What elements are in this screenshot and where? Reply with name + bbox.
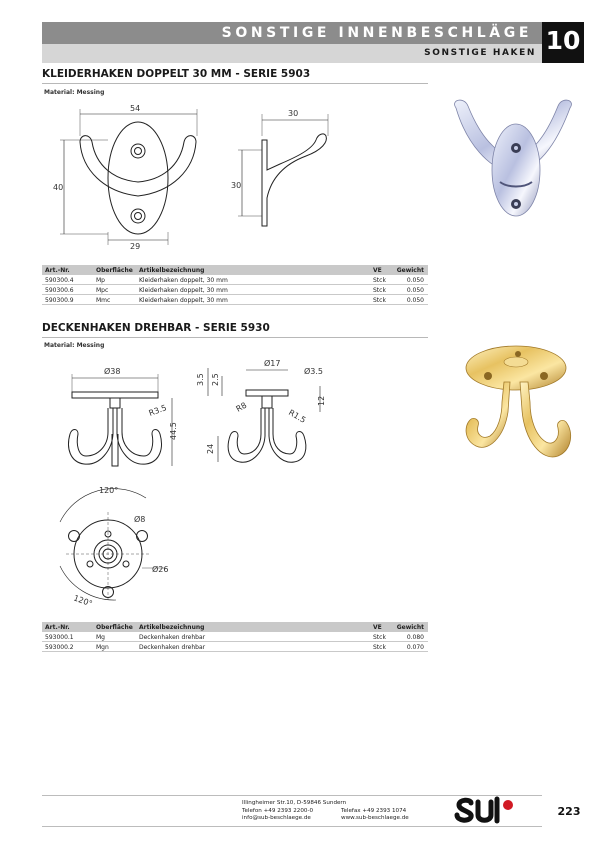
- col-oberflaeche: Oberfläche: [96, 267, 133, 274]
- section-title-deckenhaken: DECKENHAKEN DREHBAR - SERIE 5930: [42, 322, 270, 334]
- dim-r8: R8: [234, 400, 249, 414]
- category-title: SONSTIGE INNENBESCHLÄGE: [221, 25, 532, 41]
- header-bar: [42, 22, 542, 44]
- dim-d8: Ø8: [134, 515, 146, 524]
- table-row: [42, 285, 428, 295]
- cell-gewicht: 0.050: [406, 297, 424, 304]
- cell-art-nr: 590300.4: [45, 277, 74, 284]
- footer-email[interactable]: info@sub-beschlaege.de: [242, 815, 311, 821]
- table-row: [42, 632, 428, 642]
- dim-h445: 44.5: [169, 422, 178, 440]
- footer-phone: Telefon +49 2393 2200-0: [242, 808, 314, 814]
- cell-oberflaeche: Mp: [96, 277, 105, 284]
- deckenhaken-side-drawing: [192, 356, 342, 471]
- cell-art-nr: 593000.1: [45, 634, 74, 641]
- cell-oberflaeche: Mpc: [96, 287, 109, 294]
- kleiderhaken-front-drawing: [50, 100, 220, 250]
- dim-d38: Ø38: [104, 367, 121, 376]
- table-header: [42, 265, 428, 275]
- cell-art-nr: 590300.9: [45, 297, 74, 304]
- cell-ve: Stck: [373, 287, 386, 294]
- col-ve: VE: [373, 624, 382, 631]
- col-ve: VE: [373, 267, 382, 274]
- dim-height-side: 30: [231, 181, 242, 190]
- table-header: [42, 622, 428, 632]
- cell-gewicht: 0.070: [406, 644, 424, 651]
- cell-oberflaeche: Mg: [96, 634, 105, 641]
- cell-artikelbezeichnung: Kleiderhaken doppelt, 30 mm: [139, 297, 228, 304]
- section-divider: [42, 83, 428, 84]
- kleiderhaken-photo: [446, 96, 581, 221]
- dim-d35: Ø3.5: [304, 367, 324, 376]
- dim-h12: 12: [317, 395, 326, 406]
- dim-width: 54: [130, 104, 141, 113]
- cell-gewicht: 0.050: [406, 277, 424, 284]
- cell-gewicht: 0.050: [406, 287, 424, 294]
- dim-h35: 3.5: [196, 373, 205, 386]
- cell-ve: Stck: [373, 634, 386, 641]
- dim-d26: Ø26: [152, 565, 169, 574]
- dim-a120-bot: 120°: [72, 593, 94, 609]
- cell-ve: Stck: [373, 297, 386, 304]
- dim-r15: R1.5: [287, 407, 308, 425]
- material-label: Material: Messing: [44, 89, 105, 96]
- footer-divider-bottom: [42, 826, 542, 827]
- cell-ve: Stck: [373, 644, 386, 651]
- dim-d17: Ø17: [264, 359, 281, 368]
- table-row: [42, 275, 428, 285]
- cell-artikelbezeichnung: Kleiderhaken doppelt, 30 mm: [139, 287, 228, 294]
- subcategory-title: SONSTIGE HAKEN: [424, 48, 536, 58]
- deckenhaken-top-drawing: [46, 482, 186, 607]
- section-title-kleiderhaken: KLEIDERHAKEN DOPPELT 30 MM - SERIE 5903: [42, 68, 311, 80]
- footer-fax: Telefax +49 2393 1074: [341, 808, 407, 814]
- dim-h25: 2.5: [211, 373, 220, 386]
- sub-logo: [455, 797, 517, 825]
- dim-a120-top: 120°: [99, 486, 119, 495]
- col-artikelbezeichnung: Artikelbezeichnung: [139, 624, 205, 631]
- cell-ve: Stck: [373, 277, 386, 284]
- dim-base: 29: [130, 242, 141, 251]
- table-row: [42, 642, 428, 652]
- article-table-kleiderhaken: [42, 265, 428, 305]
- section-divider: [42, 337, 428, 338]
- footer-address: Illingheimer Str.10, D-59846 Sundern: [242, 800, 347, 806]
- cell-art-nr: 593000.2: [45, 644, 74, 651]
- col-art-nr: Art.-Nr.: [45, 267, 70, 274]
- article-table-deckenhaken: [42, 622, 428, 652]
- deckenhaken-photo: [458, 340, 583, 470]
- col-artikelbezeichnung: Artikelbezeichnung: [139, 267, 205, 274]
- col-oberflaeche: Oberfläche: [96, 624, 133, 631]
- cell-oberflaeche: Mgn: [96, 644, 109, 651]
- subheader-bar: [42, 44, 542, 63]
- cell-gewicht: 0.080: [406, 634, 424, 641]
- table-row: [42, 295, 428, 305]
- chapter-number: 10: [542, 22, 584, 63]
- cell-oberflaeche: Mmc: [96, 297, 111, 304]
- cell-artikelbezeichnung: Deckenhaken drehbar: [139, 634, 206, 641]
- dim-h24: 24: [206, 443, 215, 454]
- footer-web[interactable]: www.sub-beschlaege.de: [341, 815, 409, 821]
- deckenhaken-front-drawing: [60, 362, 185, 472]
- cell-artikelbezeichnung: Deckenhaken drehbar: [139, 644, 206, 651]
- dim-r35: R3.5: [147, 403, 168, 418]
- cell-artikelbezeichnung: Kleiderhaken doppelt, 30 mm: [139, 277, 228, 284]
- dim-depth: 30: [288, 109, 299, 118]
- page-number: 223: [557, 805, 581, 818]
- col-gewicht: Gewicht: [396, 624, 424, 631]
- dim-height: 40: [53, 183, 64, 192]
- material-label: Material: Messing: [44, 342, 105, 349]
- col-gewicht: Gewicht: [396, 267, 424, 274]
- col-art-nr: Art.-Nr.: [45, 624, 70, 631]
- footer-divider-top: [42, 795, 542, 796]
- kleiderhaken-side-drawing: [230, 100, 340, 230]
- cell-art-nr: 590300.6: [45, 287, 74, 294]
